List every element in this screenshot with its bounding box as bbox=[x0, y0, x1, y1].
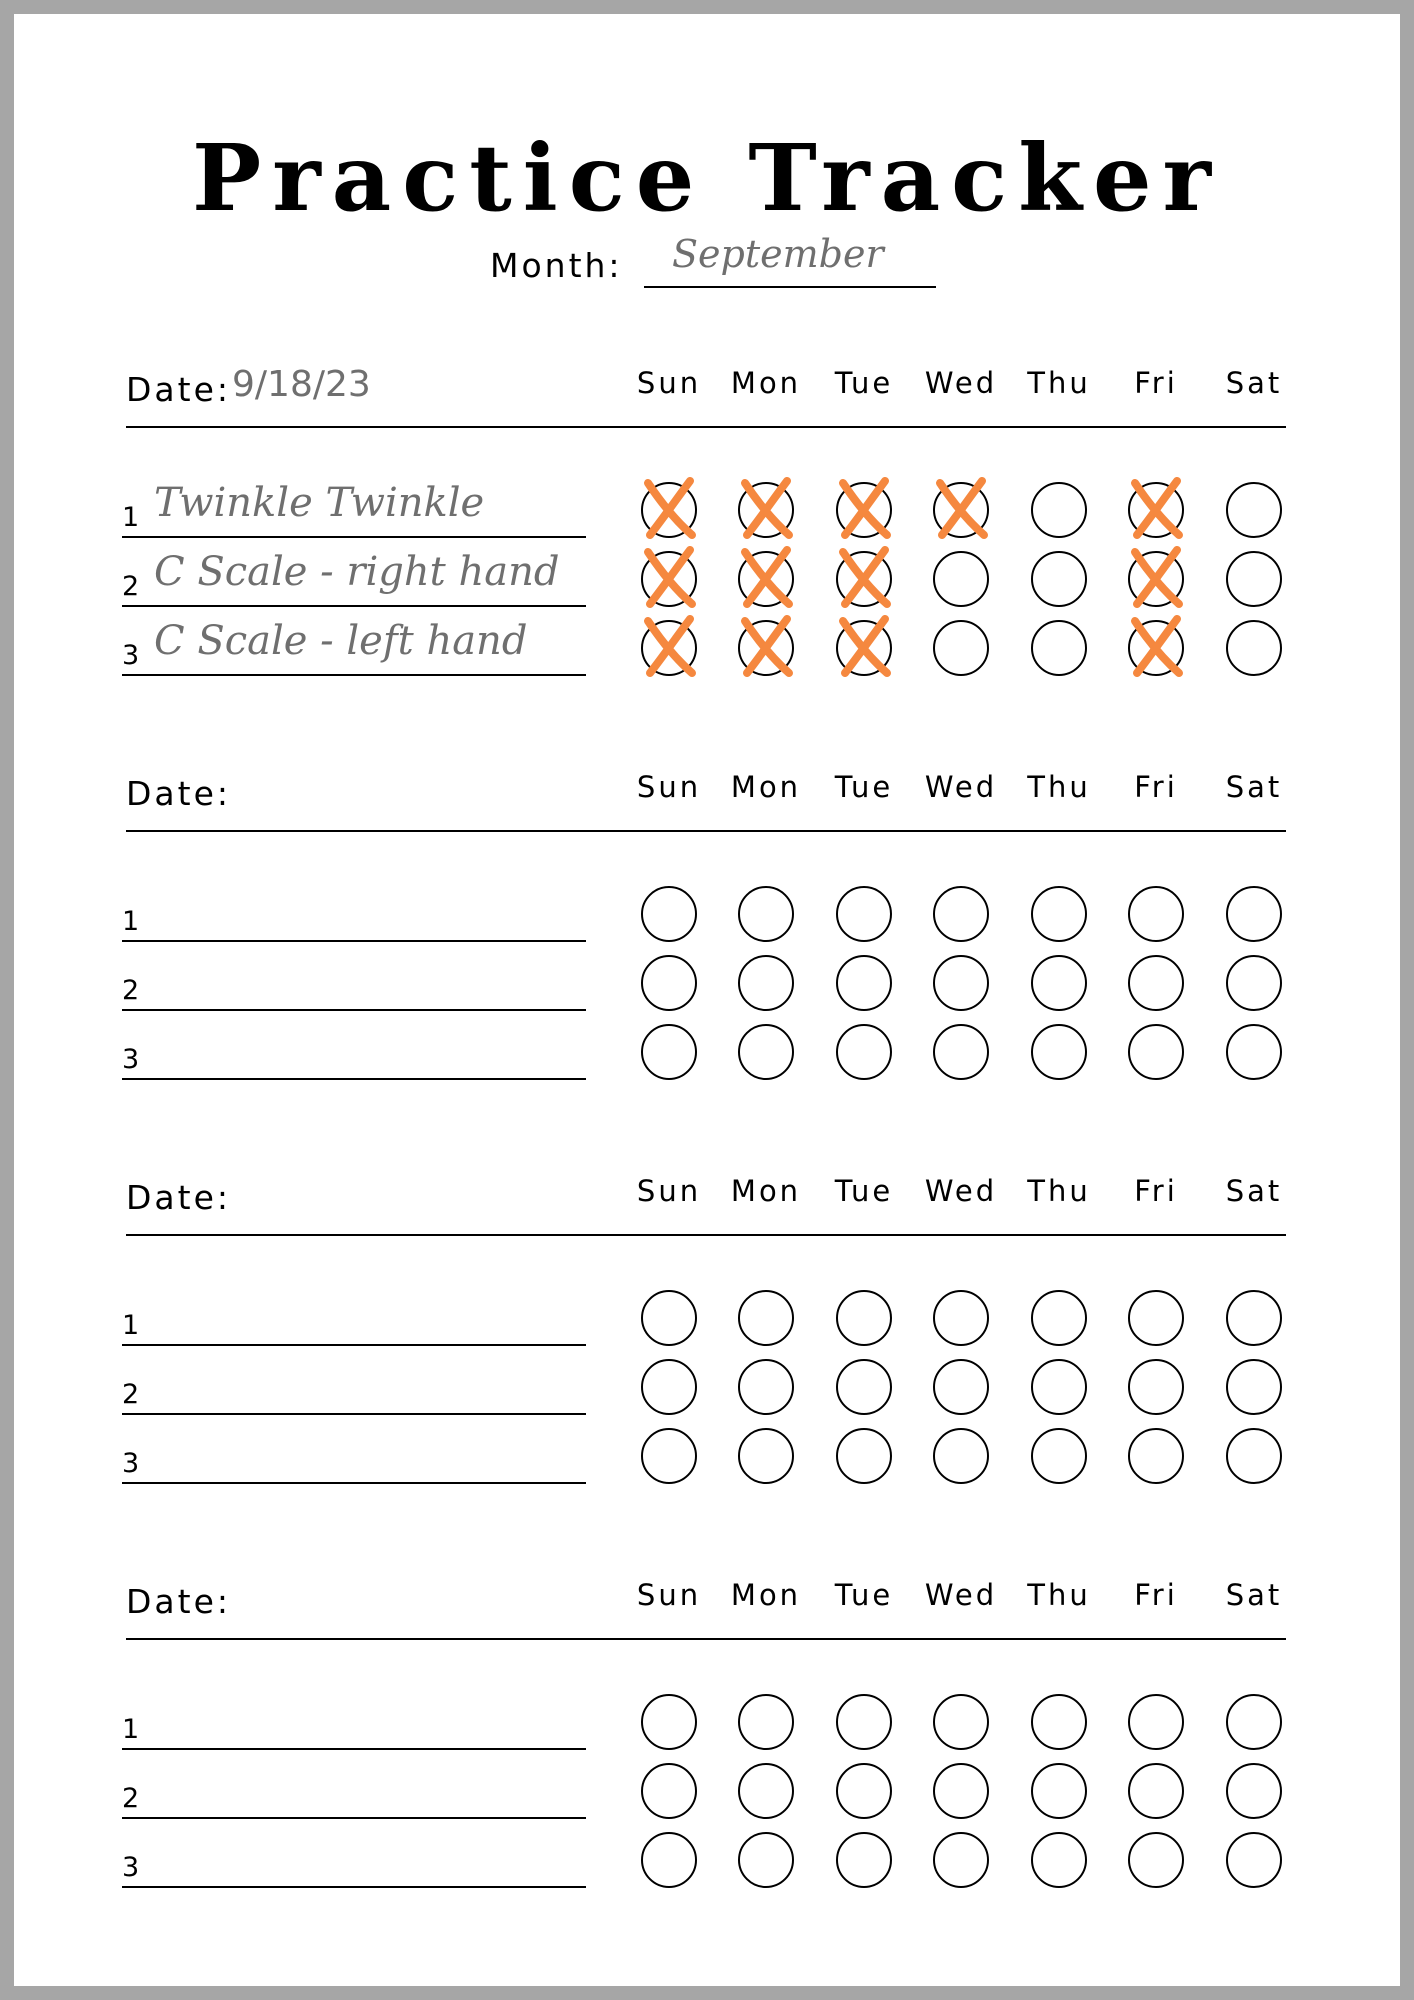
day-header-tue: Tue bbox=[834, 1578, 894, 1612]
practice-checkbox-wed[interactable] bbox=[933, 551, 989, 607]
item-number: 2 bbox=[122, 1379, 140, 1410]
day-header-fri: Fri bbox=[1134, 366, 1178, 400]
practice-checkbox-sat[interactable] bbox=[1226, 1024, 1282, 1080]
item-underline bbox=[122, 1482, 586, 1484]
item-underline bbox=[122, 536, 586, 538]
practice-checkbox-mon[interactable] bbox=[738, 1832, 794, 1888]
item-underline bbox=[122, 1886, 586, 1888]
practice-checkbox-mon[interactable] bbox=[738, 1763, 794, 1819]
day-header-sat: Sat bbox=[1225, 366, 1283, 400]
month-underline bbox=[644, 286, 936, 288]
day-header-wed: Wed bbox=[924, 1174, 998, 1208]
practice-checkbox-sat[interactable] bbox=[1226, 1694, 1282, 1750]
date-value[interactable]: 9/18/23 bbox=[232, 364, 371, 405]
item-number: 3 bbox=[122, 1044, 140, 1075]
day-header-fri: Fri bbox=[1134, 770, 1178, 804]
item-number: 3 bbox=[122, 640, 140, 671]
practice-checkbox-sun[interactable] bbox=[641, 886, 697, 942]
practice-checkbox-thu[interactable] bbox=[1031, 1694, 1087, 1750]
practice-checkbox-wed[interactable] bbox=[933, 482, 989, 538]
practice-checkbox-sun[interactable] bbox=[641, 955, 697, 1011]
day-header-sat: Sat bbox=[1225, 1174, 1283, 1208]
item-underline bbox=[122, 1344, 586, 1346]
practice-checkbox-wed[interactable] bbox=[933, 1832, 989, 1888]
practice-checkbox-wed[interactable] bbox=[933, 886, 989, 942]
day-header-mon: Mon bbox=[730, 1174, 802, 1208]
practice-checkbox-tue[interactable] bbox=[836, 886, 892, 942]
practice-checkbox-fri[interactable] bbox=[1128, 955, 1184, 1011]
date-label: Date: bbox=[126, 1582, 231, 1621]
item-underline bbox=[122, 1748, 586, 1750]
item-number: 1 bbox=[122, 502, 140, 533]
item-underline bbox=[122, 940, 586, 942]
item-underline bbox=[122, 1078, 586, 1080]
practice-checkbox-thu[interactable] bbox=[1031, 551, 1087, 607]
practice-checkbox-tue[interactable] bbox=[836, 1024, 892, 1080]
practice-checkbox-sat[interactable] bbox=[1226, 482, 1282, 538]
day-header-mon: Mon bbox=[730, 770, 802, 804]
page-title: Practice Tracker bbox=[192, 124, 1222, 232]
date-label: Date: bbox=[126, 370, 231, 409]
item-name[interactable]: C Scale - right hand bbox=[154, 549, 560, 595]
practice-checkbox-sun[interactable] bbox=[641, 482, 697, 538]
practice-checkbox-mon[interactable] bbox=[738, 886, 794, 942]
practice-checkbox-tue[interactable] bbox=[836, 1832, 892, 1888]
practice-checkbox-wed[interactable] bbox=[933, 1290, 989, 1346]
practice-checkbox-thu[interactable] bbox=[1031, 1359, 1087, 1415]
practice-checkbox-tue[interactable] bbox=[836, 1290, 892, 1346]
practice-checkbox-mon[interactable] bbox=[738, 1359, 794, 1415]
practice-checkbox-mon[interactable] bbox=[738, 1694, 794, 1750]
item-number: 2 bbox=[122, 975, 140, 1006]
practice-checkbox-sat[interactable] bbox=[1226, 1763, 1282, 1819]
practice-checkbox-sun[interactable] bbox=[641, 1024, 697, 1080]
day-header-fri: Fri bbox=[1134, 1174, 1178, 1208]
item-number: 2 bbox=[122, 571, 140, 602]
practice-checkbox-fri[interactable] bbox=[1128, 482, 1184, 538]
item-number: 2 bbox=[122, 1783, 140, 1814]
practice-checkbox-tue[interactable] bbox=[836, 955, 892, 1011]
day-header-tue: Tue bbox=[834, 770, 894, 804]
week-section bbox=[14, 1578, 1400, 1982]
item-number: 3 bbox=[122, 1852, 140, 1883]
practice-checkbox-tue[interactable] bbox=[836, 482, 892, 538]
day-header-thu: Thu bbox=[1027, 1578, 1091, 1612]
practice-checkbox-wed[interactable] bbox=[933, 1763, 989, 1819]
practice-checkbox-mon[interactable] bbox=[738, 1024, 794, 1080]
practice-checkbox-sat[interactable] bbox=[1226, 955, 1282, 1011]
practice-checkbox-sun[interactable] bbox=[641, 1694, 697, 1750]
day-header-thu: Thu bbox=[1027, 1174, 1091, 1208]
week-section bbox=[14, 364, 1400, 770]
practice-checkbox-sun[interactable] bbox=[641, 1428, 697, 1484]
day-header-wed: Wed bbox=[924, 366, 998, 400]
practice-checkbox-sat[interactable] bbox=[1226, 1290, 1282, 1346]
practice-checkbox-thu[interactable] bbox=[1031, 1832, 1087, 1888]
item-underline bbox=[122, 1009, 586, 1011]
day-header-thu: Thu bbox=[1027, 366, 1091, 400]
practice-checkbox-mon[interactable] bbox=[738, 955, 794, 1011]
practice-checkbox-sat[interactable] bbox=[1226, 551, 1282, 607]
practice-checkbox-sat[interactable] bbox=[1226, 620, 1282, 676]
day-header-tue: Tue bbox=[834, 1174, 894, 1208]
practice-checkbox-fri[interactable] bbox=[1128, 1290, 1184, 1346]
practice-checkbox-sat[interactable] bbox=[1226, 1428, 1282, 1484]
week-section bbox=[14, 1174, 1400, 1578]
item-name[interactable]: Twinkle Twinkle bbox=[154, 480, 485, 526]
section-divider bbox=[126, 426, 1286, 428]
practice-checkbox-wed[interactable] bbox=[933, 1359, 989, 1415]
practice-checkbox-tue[interactable] bbox=[836, 1694, 892, 1750]
practice-checkbox-fri[interactable] bbox=[1128, 1359, 1184, 1415]
practice-checkbox-thu[interactable] bbox=[1031, 620, 1087, 676]
practice-checkbox-wed[interactable] bbox=[933, 620, 989, 676]
practice-checkbox-wed[interactable] bbox=[933, 1024, 989, 1080]
practice-checkbox-thu[interactable] bbox=[1031, 482, 1087, 538]
section-divider bbox=[126, 1234, 1286, 1236]
practice-checkbox-fri[interactable] bbox=[1128, 1694, 1184, 1750]
item-number: 1 bbox=[122, 906, 140, 937]
day-header-sun: Sun bbox=[636, 1174, 702, 1208]
day-header-sun: Sun bbox=[636, 1578, 702, 1612]
day-header-fri: Fri bbox=[1134, 1578, 1178, 1612]
section-divider bbox=[126, 830, 1286, 832]
day-header-sat: Sat bbox=[1225, 770, 1283, 804]
practice-checkbox-sun[interactable] bbox=[641, 1763, 697, 1819]
practice-checkbox-thu[interactable] bbox=[1031, 1763, 1087, 1819]
practice-checkbox-wed[interactable] bbox=[933, 1694, 989, 1750]
practice-checkbox-tue[interactable] bbox=[836, 551, 892, 607]
practice-checkbox-sun[interactable] bbox=[641, 1359, 697, 1415]
practice-checkbox-sun[interactable] bbox=[641, 551, 697, 607]
practice-checkbox-thu[interactable] bbox=[1031, 1024, 1087, 1080]
practice-checkbox-sat[interactable] bbox=[1226, 1359, 1282, 1415]
practice-checkbox-sat[interactable] bbox=[1226, 1832, 1282, 1888]
day-header-sun: Sun bbox=[636, 770, 702, 804]
item-underline bbox=[122, 605, 586, 607]
day-header-mon: Mon bbox=[730, 1578, 802, 1612]
practice-checkbox-mon[interactable] bbox=[738, 1428, 794, 1484]
practice-checkbox-fri[interactable] bbox=[1128, 886, 1184, 942]
day-header-wed: Wed bbox=[924, 770, 998, 804]
date-label: Date: bbox=[126, 774, 231, 813]
practice-checkbox-sat[interactable] bbox=[1226, 886, 1282, 942]
month-label: Month: bbox=[490, 246, 623, 285]
day-header-thu: Thu bbox=[1027, 770, 1091, 804]
practice-checkbox-wed[interactable] bbox=[933, 1428, 989, 1484]
practice-checkbox-tue[interactable] bbox=[836, 620, 892, 676]
practice-checkbox-tue[interactable] bbox=[836, 1359, 892, 1415]
day-header-mon: Mon bbox=[730, 366, 802, 400]
week-section bbox=[14, 770, 1400, 1174]
practice-checkbox-sun[interactable] bbox=[641, 1290, 697, 1346]
practice-checkbox-mon[interactable] bbox=[738, 482, 794, 538]
practice-checkbox-fri[interactable] bbox=[1128, 620, 1184, 676]
date-label: Date: bbox=[126, 1178, 231, 1217]
practice-checkbox-fri[interactable] bbox=[1128, 1832, 1184, 1888]
item-name[interactable]: C Scale - left hand bbox=[154, 618, 528, 664]
practice-checkbox-sun[interactable] bbox=[641, 1832, 697, 1888]
item-underline bbox=[122, 1817, 586, 1819]
practice-checkbox-thu[interactable] bbox=[1031, 1428, 1087, 1484]
day-header-tue: Tue bbox=[834, 366, 894, 400]
practice-checkbox-tue[interactable] bbox=[836, 1428, 892, 1484]
day-header-wed: Wed bbox=[924, 1578, 998, 1612]
practice-checkbox-thu[interactable] bbox=[1031, 886, 1087, 942]
practice-checkbox-wed[interactable] bbox=[933, 955, 989, 1011]
practice-checkbox-mon[interactable] bbox=[738, 620, 794, 676]
section-divider bbox=[126, 1638, 1286, 1640]
practice-checkbox-thu[interactable] bbox=[1031, 955, 1087, 1011]
month-value[interactable]: September bbox=[672, 232, 884, 276]
practice-checkbox-fri[interactable] bbox=[1128, 551, 1184, 607]
item-underline bbox=[122, 674, 586, 676]
day-header-sat: Sat bbox=[1225, 1578, 1283, 1612]
tracker-page bbox=[14, 14, 1400, 1986]
practice-checkbox-fri[interactable] bbox=[1128, 1024, 1184, 1080]
practice-checkbox-fri[interactable] bbox=[1128, 1428, 1184, 1484]
item-number: 1 bbox=[122, 1310, 140, 1341]
practice-checkbox-thu[interactable] bbox=[1031, 1290, 1087, 1346]
practice-checkbox-sun[interactable] bbox=[641, 620, 697, 676]
item-number: 3 bbox=[122, 1448, 140, 1479]
practice-checkbox-tue[interactable] bbox=[836, 1763, 892, 1819]
practice-checkbox-fri[interactable] bbox=[1128, 1763, 1184, 1819]
day-header-sun: Sun bbox=[636, 366, 702, 400]
practice-checkbox-mon[interactable] bbox=[738, 1290, 794, 1346]
item-number: 1 bbox=[122, 1714, 140, 1745]
practice-checkbox-mon[interactable] bbox=[738, 551, 794, 607]
item-underline bbox=[122, 1413, 586, 1415]
